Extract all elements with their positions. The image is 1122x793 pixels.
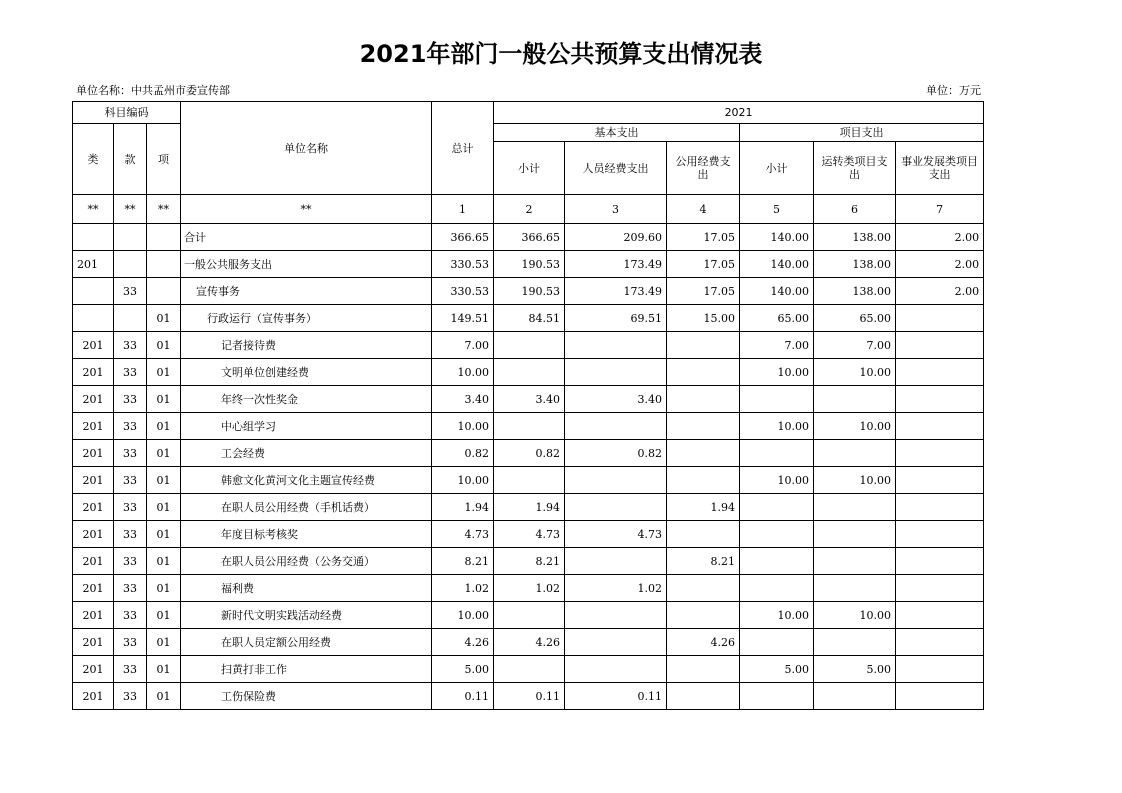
section-code-cell: 33 bbox=[114, 332, 147, 359]
project-subtotal-cell bbox=[740, 683, 814, 710]
basic-subtotal-cell: 0.82 bbox=[494, 440, 565, 467]
basic-subtotal-cell bbox=[494, 467, 565, 494]
total-cell: 0.11 bbox=[432, 683, 494, 710]
project-subtotal-cell bbox=[740, 575, 814, 602]
development-cell bbox=[896, 494, 984, 521]
project-subtotal-cell: 10.00 bbox=[740, 359, 814, 386]
section-code-cell: 33 bbox=[114, 656, 147, 683]
table-row bbox=[73, 629, 984, 656]
public-expense-cell: 15.00 bbox=[667, 305, 740, 332]
total-cell: 149.51 bbox=[432, 305, 494, 332]
operation-cell: 10.00 bbox=[814, 467, 896, 494]
project-subtotal-cell: 10.00 bbox=[740, 602, 814, 629]
section-code-cell: 33 bbox=[114, 602, 147, 629]
public-expense-cell bbox=[667, 359, 740, 386]
basic-subtotal-cell: 8.21 bbox=[494, 548, 565, 575]
section-code-cell: 33 bbox=[114, 440, 147, 467]
section-code-cell: 33 bbox=[114, 629, 147, 656]
operation-cell: 7.00 bbox=[814, 332, 896, 359]
header-basic-expenditure: 基本支出 bbox=[494, 124, 740, 142]
item-code-cell: 01 bbox=[147, 359, 181, 386]
operation-cell: 138.00 bbox=[814, 278, 896, 305]
public-expense-cell: 17.05 bbox=[667, 278, 740, 305]
class-code-cell: 201 bbox=[73, 575, 114, 602]
project-subtotal-cell bbox=[740, 548, 814, 575]
project-subtotal-cell bbox=[740, 494, 814, 521]
personnel-cell bbox=[565, 413, 667, 440]
total-cell: 5.00 bbox=[432, 656, 494, 683]
personnel-cell: 173.49 bbox=[565, 278, 667, 305]
project-subtotal-cell: 140.00 bbox=[740, 224, 814, 251]
index-cell: 4 bbox=[667, 195, 740, 224]
item-name-cell: 一般公共服务支出 bbox=[181, 251, 432, 278]
basic-subtotal-cell: 84.51 bbox=[494, 305, 565, 332]
basic-subtotal-cell bbox=[494, 656, 565, 683]
development-cell bbox=[896, 602, 984, 629]
public-expense-cell bbox=[667, 575, 740, 602]
index-cell: ** bbox=[147, 195, 181, 224]
section-code-cell: 33 bbox=[114, 386, 147, 413]
project-subtotal-cell: 10.00 bbox=[740, 467, 814, 494]
table-row bbox=[73, 575, 984, 602]
header-project-subtotal: 小计 bbox=[740, 142, 814, 195]
table-row bbox=[73, 359, 984, 386]
table-row bbox=[73, 521, 984, 548]
project-subtotal-cell: 140.00 bbox=[740, 278, 814, 305]
class-code-cell bbox=[73, 305, 114, 332]
section-code-cell: 33 bbox=[114, 467, 147, 494]
item-code-cell: 01 bbox=[147, 494, 181, 521]
public-expense-cell: 8.21 bbox=[667, 548, 740, 575]
basic-subtotal-cell: 1.94 bbox=[494, 494, 565, 521]
class-code-cell: 201 bbox=[73, 440, 114, 467]
development-cell: 2.00 bbox=[896, 278, 984, 305]
development-cell: 2.00 bbox=[896, 251, 984, 278]
item-name-cell: 宣传事务 bbox=[181, 278, 432, 305]
header-project-expenditure: 项目支出 bbox=[740, 124, 984, 142]
table-row bbox=[73, 278, 984, 305]
total-cell: 10.00 bbox=[432, 359, 494, 386]
development-cell bbox=[896, 575, 984, 602]
development-cell bbox=[896, 359, 984, 386]
basic-subtotal-cell: 0.11 bbox=[494, 683, 565, 710]
operation-cell: 10.00 bbox=[814, 413, 896, 440]
total-cell: 7.00 bbox=[432, 332, 494, 359]
item-name-cell: 合计 bbox=[181, 224, 432, 251]
total-cell: 366.65 bbox=[432, 224, 494, 251]
development-cell bbox=[896, 305, 984, 332]
class-code-cell: 201 bbox=[73, 602, 114, 629]
section-code-cell bbox=[114, 251, 147, 278]
class-code-cell: 201 bbox=[73, 386, 114, 413]
index-cell: ** bbox=[181, 195, 432, 224]
personnel-cell bbox=[565, 629, 667, 656]
item-code-cell: 01 bbox=[147, 332, 181, 359]
total-cell: 0.82 bbox=[432, 440, 494, 467]
class-code-cell: 201 bbox=[73, 467, 114, 494]
project-subtotal-cell bbox=[740, 521, 814, 548]
table-row bbox=[73, 467, 984, 494]
total-cell: 4.26 bbox=[432, 629, 494, 656]
item-name-cell: 扫黄打非工作 bbox=[181, 656, 432, 683]
item-code-cell: 01 bbox=[147, 548, 181, 575]
operation-cell: 10.00 bbox=[814, 602, 896, 629]
development-cell bbox=[896, 521, 984, 548]
class-code-cell: 201 bbox=[73, 548, 114, 575]
public-expense-cell bbox=[667, 656, 740, 683]
operation-cell bbox=[814, 575, 896, 602]
basic-subtotal-cell: 3.40 bbox=[494, 386, 565, 413]
index-cell: 6 bbox=[814, 195, 896, 224]
total-cell: 1.02 bbox=[432, 575, 494, 602]
basic-subtotal-cell: 190.53 bbox=[494, 251, 565, 278]
item-code-cell: 01 bbox=[147, 413, 181, 440]
development-cell bbox=[896, 656, 984, 683]
header-total: 总计 bbox=[432, 102, 494, 195]
currency-unit-label: 单位：万元 bbox=[926, 84, 981, 97]
total-cell: 330.53 bbox=[432, 278, 494, 305]
item-name-cell: 年度目标考核奖 bbox=[181, 521, 432, 548]
total-cell: 4.73 bbox=[432, 521, 494, 548]
item-name-cell: 年终一次性奖金 bbox=[181, 386, 432, 413]
personnel-cell: 0.82 bbox=[565, 440, 667, 467]
development-cell bbox=[896, 386, 984, 413]
development-cell: 2.00 bbox=[896, 224, 984, 251]
section-code-cell: 33 bbox=[114, 521, 147, 548]
personnel-cell: 1.02 bbox=[565, 575, 667, 602]
section-code-cell: 33 bbox=[114, 548, 147, 575]
basic-subtotal-cell bbox=[494, 332, 565, 359]
basic-subtotal-cell bbox=[494, 359, 565, 386]
public-expense-cell bbox=[667, 521, 740, 548]
basic-subtotal-cell bbox=[494, 602, 565, 629]
index-cell: 3 bbox=[565, 195, 667, 224]
total-cell: 8.21 bbox=[432, 548, 494, 575]
item-name-cell: 在职人员公用经费（公务交通） bbox=[181, 548, 432, 575]
operation-cell: 10.00 bbox=[814, 359, 896, 386]
header-basic-subtotal: 小计 bbox=[494, 142, 565, 195]
personnel-cell bbox=[565, 602, 667, 629]
personnel-cell: 3.40 bbox=[565, 386, 667, 413]
personnel-cell bbox=[565, 656, 667, 683]
item-code-cell: 01 bbox=[147, 656, 181, 683]
item-name-cell: 韩愈文化黄河文化主题宣传经费 bbox=[181, 467, 432, 494]
table-row bbox=[73, 332, 984, 359]
development-cell bbox=[896, 683, 984, 710]
header-year: 2021 bbox=[494, 102, 984, 124]
personnel-cell: 0.11 bbox=[565, 683, 667, 710]
total-cell: 10.00 bbox=[432, 467, 494, 494]
header-class: 类 bbox=[73, 124, 114, 195]
project-subtotal-cell: 10.00 bbox=[740, 413, 814, 440]
personnel-cell bbox=[565, 548, 667, 575]
personnel-cell bbox=[565, 359, 667, 386]
personnel-cell bbox=[565, 494, 667, 521]
class-code-cell: 201 bbox=[73, 683, 114, 710]
project-subtotal-cell bbox=[740, 386, 814, 413]
item-code-cell: 01 bbox=[147, 629, 181, 656]
item-code-cell bbox=[147, 251, 181, 278]
table-row bbox=[73, 413, 984, 440]
index-cell: 7 bbox=[896, 195, 984, 224]
operation-cell bbox=[814, 548, 896, 575]
table-row bbox=[73, 440, 984, 467]
item-code-cell: 01 bbox=[147, 575, 181, 602]
public-expense-cell bbox=[667, 440, 740, 467]
operation-cell: 5.00 bbox=[814, 656, 896, 683]
personnel-cell: 4.73 bbox=[565, 521, 667, 548]
total-cell: 10.00 bbox=[432, 602, 494, 629]
section-code-cell: 33 bbox=[114, 575, 147, 602]
item-name-cell: 新时代文明实践活动经费 bbox=[181, 602, 432, 629]
item-name-cell: 中心组学习 bbox=[181, 413, 432, 440]
section-code-cell: 33 bbox=[114, 359, 147, 386]
personnel-cell: 173.49 bbox=[565, 251, 667, 278]
header-section: 款 bbox=[114, 124, 147, 195]
item-name-cell: 工会经费 bbox=[181, 440, 432, 467]
table-row bbox=[73, 656, 984, 683]
public-expense-cell bbox=[667, 602, 740, 629]
table-row bbox=[73, 683, 984, 710]
personnel-cell: 209.60 bbox=[565, 224, 667, 251]
total-cell: 1.94 bbox=[432, 494, 494, 521]
item-name-cell: 在职人员公用经费（手机话费） bbox=[181, 494, 432, 521]
item-code-cell: 01 bbox=[147, 521, 181, 548]
table-row bbox=[73, 494, 984, 521]
table-row bbox=[73, 602, 984, 629]
item-name-cell: 在职人员定额公用经费 bbox=[181, 629, 432, 656]
class-code-cell bbox=[73, 224, 114, 251]
item-name-cell: 工伤保险费 bbox=[181, 683, 432, 710]
total-cell: 10.00 bbox=[432, 413, 494, 440]
public-expense-cell bbox=[667, 467, 740, 494]
table-row bbox=[73, 224, 984, 251]
header-unit-name: 单位名称 bbox=[181, 102, 432, 195]
public-expense-cell: 1.94 bbox=[667, 494, 740, 521]
public-expense-cell bbox=[667, 413, 740, 440]
class-code-cell: 201 bbox=[73, 413, 114, 440]
project-subtotal-cell: 65.00 bbox=[740, 305, 814, 332]
class-code-cell: 201 bbox=[73, 494, 114, 521]
project-subtotal-cell: 5.00 bbox=[740, 656, 814, 683]
header-item: 项 bbox=[147, 124, 181, 195]
total-cell: 3.40 bbox=[432, 386, 494, 413]
index-cell: ** bbox=[114, 195, 147, 224]
public-expense-cell bbox=[667, 386, 740, 413]
section-code-cell: 33 bbox=[114, 494, 147, 521]
basic-subtotal-cell: 4.26 bbox=[494, 629, 565, 656]
basic-subtotal-cell: 4.73 bbox=[494, 521, 565, 548]
development-cell bbox=[896, 413, 984, 440]
table-row bbox=[73, 305, 984, 332]
item-code-cell: 01 bbox=[147, 440, 181, 467]
operation-cell bbox=[814, 494, 896, 521]
public-expense-cell bbox=[667, 332, 740, 359]
project-subtotal-cell: 140.00 bbox=[740, 251, 814, 278]
unit-name-label: 单位名称：中共孟州市委宣传部 bbox=[76, 84, 230, 97]
operation-cell: 65.00 bbox=[814, 305, 896, 332]
total-cell: 330.53 bbox=[432, 251, 494, 278]
item-code-cell: 01 bbox=[147, 305, 181, 332]
personnel-cell bbox=[565, 332, 667, 359]
item-name-cell: 福利费 bbox=[181, 575, 432, 602]
item-code-cell: 01 bbox=[147, 467, 181, 494]
table-row bbox=[73, 251, 984, 278]
item-code-cell bbox=[147, 224, 181, 251]
development-cell bbox=[896, 629, 984, 656]
class-code-cell: 201 bbox=[73, 521, 114, 548]
item-code-cell: 01 bbox=[147, 602, 181, 629]
class-code-cell bbox=[73, 278, 114, 305]
class-code-cell: 201 bbox=[73, 629, 114, 656]
operation-cell bbox=[814, 683, 896, 710]
development-cell bbox=[896, 467, 984, 494]
public-expense-cell bbox=[667, 683, 740, 710]
public-expense-cell: 4.26 bbox=[667, 629, 740, 656]
item-code-cell: 01 bbox=[147, 683, 181, 710]
class-code-cell: 201 bbox=[73, 656, 114, 683]
item-code-cell: 01 bbox=[147, 386, 181, 413]
public-expense-cell: 17.05 bbox=[667, 251, 740, 278]
basic-subtotal-cell: 1.02 bbox=[494, 575, 565, 602]
development-cell bbox=[896, 548, 984, 575]
header-development-project: 事业发展类项目支出 bbox=[896, 142, 984, 195]
operation-cell: 138.00 bbox=[814, 251, 896, 278]
basic-subtotal-cell: 190.53 bbox=[494, 278, 565, 305]
index-cell: 2 bbox=[494, 195, 565, 224]
class-code-cell: 201 bbox=[73, 332, 114, 359]
personnel-cell bbox=[565, 467, 667, 494]
project-subtotal-cell bbox=[740, 629, 814, 656]
development-cell bbox=[896, 332, 984, 359]
page-title: 2021年部门一般公共预算支出情况表 bbox=[359, 40, 763, 68]
project-subtotal-cell: 7.00 bbox=[740, 332, 814, 359]
index-cell: 5 bbox=[740, 195, 814, 224]
index-row bbox=[73, 195, 984, 224]
project-subtotal-cell bbox=[740, 440, 814, 467]
header-subject-code: 科目编码 bbox=[73, 102, 181, 124]
operation-cell bbox=[814, 521, 896, 548]
class-code-cell: 201 bbox=[73, 359, 114, 386]
header-public-expense: 公用经费支出 bbox=[667, 142, 740, 195]
budget-table bbox=[72, 101, 984, 710]
section-code-cell: 33 bbox=[114, 413, 147, 440]
operation-cell: 138.00 bbox=[814, 224, 896, 251]
section-code-cell: 33 bbox=[114, 278, 147, 305]
header-personnel: 人员经费支出 bbox=[565, 142, 667, 195]
class-code-cell: 201 bbox=[73, 251, 114, 278]
public-expense-cell: 17.05 bbox=[667, 224, 740, 251]
item-name-cell: 行政运行（宣传事务） bbox=[181, 305, 432, 332]
item-code-cell bbox=[147, 278, 181, 305]
item-name-cell: 记者接待费 bbox=[181, 332, 432, 359]
item-name-cell: 文明单位创建经费 bbox=[181, 359, 432, 386]
operation-cell bbox=[814, 440, 896, 467]
table-row bbox=[73, 548, 984, 575]
operation-cell bbox=[814, 629, 896, 656]
header-operation-project: 运转类项目支出 bbox=[814, 142, 896, 195]
table-row bbox=[73, 386, 984, 413]
operation-cell bbox=[814, 386, 896, 413]
basic-subtotal-cell bbox=[494, 413, 565, 440]
basic-subtotal-cell: 366.65 bbox=[494, 224, 565, 251]
development-cell bbox=[896, 440, 984, 467]
index-cell: 1 bbox=[432, 195, 494, 224]
section-code-cell: 33 bbox=[114, 683, 147, 710]
section-code-cell bbox=[114, 305, 147, 332]
personnel-cell: 69.51 bbox=[565, 305, 667, 332]
section-code-cell bbox=[114, 224, 147, 251]
index-cell: ** bbox=[73, 195, 114, 224]
